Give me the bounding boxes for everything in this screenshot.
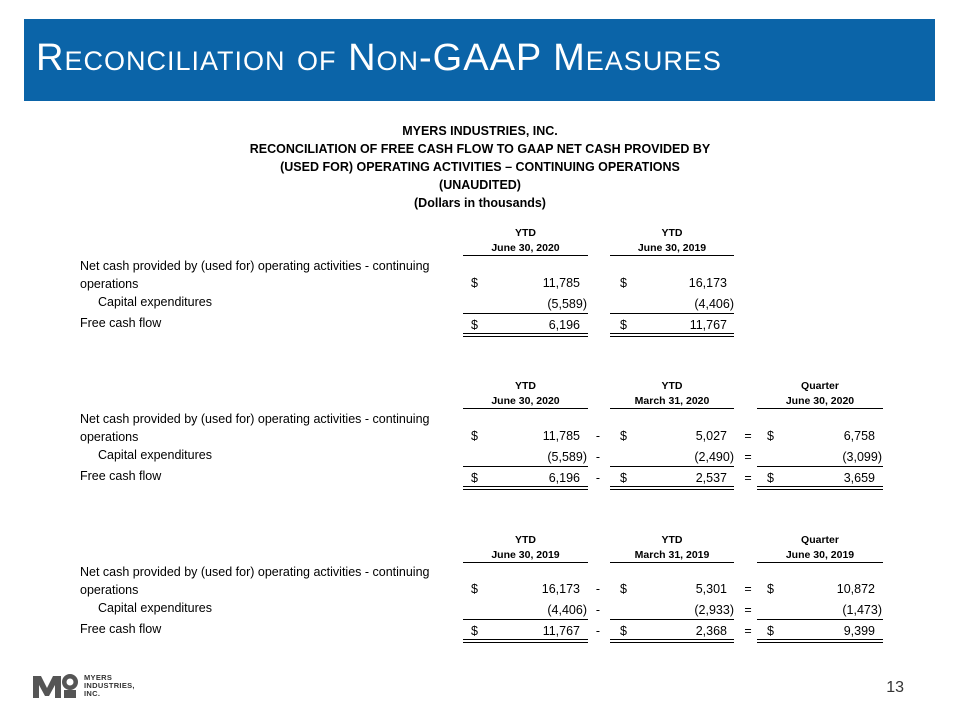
t3-col2-subtotal-line: [610, 619, 734, 620]
t3-col3-subtotal-line: [757, 619, 883, 620]
t3-capex-equals: =: [744, 603, 752, 617]
t3-capex-minus: -: [595, 603, 601, 617]
t3-col1-header-2: June 30, 2019: [491, 549, 560, 561]
t2-col3-total-double-line: [757, 486, 883, 490]
t2-col2-header-1: YTD: [661, 380, 683, 392]
t3-fcf-val-2: 2,368: [695, 624, 727, 638]
t2-capex-minus: -: [595, 450, 601, 464]
logo-wordmark: [84, 674, 135, 698]
t3-col1-header-1: YTD: [515, 534, 536, 546]
t3-fcf-val-1: 11,767: [542, 624, 580, 638]
t3-row-fcf-label: Free cash flow: [80, 622, 162, 636]
t2-net-val-1: 11,785: [542, 429, 580, 443]
t3-col2-header-underline: [610, 562, 734, 563]
t2-fcf-cur-3: $: [767, 471, 774, 485]
page-number: 13: [886, 679, 904, 696]
t3-capex-val-3: (1,473): [842, 603, 882, 617]
t1-fcf-cur-1: $: [471, 318, 478, 332]
t1-col2-subtotal-line: [610, 313, 734, 314]
t3-col2-header-2: March 31, 2019: [634, 549, 710, 561]
t1-col2-header-underline: [610, 255, 734, 256]
t2-col2-subtotal-line: [610, 466, 734, 467]
t2-col1-total-double-line: [463, 486, 588, 490]
t1-row-capex-label: Capital expenditures: [98, 295, 212, 309]
t2-capex-val-1: (5,589): [547, 450, 587, 464]
t2-capex-val-3: (3,099): [842, 450, 882, 464]
t1-col1-subtotal-line: [463, 313, 588, 314]
t1-net-cur-2: $: [620, 276, 627, 290]
t3-capex-val-2: (2,933): [694, 603, 734, 617]
t3-col1-total-double-line: [463, 639, 588, 643]
logo-line-3: INC.: [84, 689, 101, 698]
t1-fcf-cur-2: $: [620, 318, 627, 332]
t1-row-fcf-label: Free cash flow: [80, 316, 162, 330]
t2-col3-header-underline: [757, 408, 883, 409]
t2-col3-subtotal-line: [757, 466, 883, 467]
t2-row-net-label-2: operations: [80, 430, 139, 444]
t1-fcf-val-2: 11,767: [689, 318, 727, 332]
t2-net-minus: -: [595, 429, 601, 443]
t3-fcf-cur-3: $: [767, 624, 774, 638]
t2-col3-header-2: June 30, 2020: [785, 395, 855, 407]
t3-fcf-equals: =: [744, 624, 752, 638]
t3-col3-header-2: June 30, 2019: [785, 549, 855, 561]
t2-row-net-label-1: Net cash provided by (used for) operating activities - continuing: [80, 412, 430, 426]
t2-col2-total-double-line: [610, 486, 734, 490]
t3-row-net-label-2: operations: [80, 583, 139, 597]
t2-fcf-cur-1: $: [471, 471, 478, 485]
t3-col3-header-1: Quarter: [801, 534, 839, 546]
t2-net-cur-1: $: [471, 429, 478, 443]
t2-net-cur-3: $: [767, 429, 774, 443]
t2-fcf-val-1: 6,196: [548, 471, 580, 485]
t3-row-net-label-1: Net cash provided by (used for) operating activities - continuing: [80, 565, 430, 579]
heading-line-2: RECONCILIATION OF FREE CASH FLOW TO GAAP NET CASH PROVIDED BY: [249, 142, 711, 156]
t3-net-cur-3: $: [767, 582, 774, 596]
t1-capex-val-1: (5,589): [547, 297, 587, 311]
t2-col1-subtotal-line: [463, 466, 588, 467]
t2-net-val-3: 6,758: [843, 429, 875, 443]
t2-net-cur-2: $: [620, 429, 627, 443]
t1-col2-header-1: YTD: [661, 227, 683, 239]
t2-col2-header-2: March 31, 2020: [634, 395, 710, 407]
logo-line-2: INDUSTRIES,: [84, 681, 135, 690]
t1-col1-header-2: June 30, 2020: [491, 242, 560, 254]
t2-col1-header-underline: [463, 408, 588, 409]
logo-line-1: MYERS: [84, 673, 113, 682]
t1-net-val-2: 16,173: [688, 276, 727, 290]
t3-col2-header-1: YTD: [661, 534, 683, 546]
t1-fcf-val-1: 6,196: [548, 318, 580, 332]
t2-fcf-minus: -: [595, 471, 601, 485]
t2-col1-header-1: YTD: [515, 380, 536, 392]
report-heading: [0, 122, 960, 212]
t2-col3-header-1: Quarter: [801, 380, 839, 392]
t2-col1-header-2: June 30, 2020: [491, 395, 560, 407]
t3-fcf-cur-2: $: [620, 624, 627, 638]
t2-net-equals: =: [744, 429, 752, 443]
t2-col2-header-underline: [610, 408, 734, 409]
t2-row-capex-label: Capital expenditures: [98, 448, 212, 462]
t2-net-val-2: 5,027: [695, 429, 727, 443]
t3-net-val-3: 10,872: [836, 582, 875, 596]
t3-fcf-minus: -: [595, 624, 601, 638]
heading-unaudited: (UNAUDITED): [439, 178, 521, 192]
t1-col2-total-double-line: [610, 333, 734, 337]
t2-fcf-cur-2: $: [620, 471, 627, 485]
t1-row-net-label-2: operations: [80, 277, 139, 291]
t3-col2-total-double-line: [610, 639, 734, 643]
t2-fcf-val-3: 3,659: [843, 471, 875, 485]
company-logo: [32, 672, 152, 702]
heading-line-3: (USED FOR) OPERATING ACTIVITIES – CONTINUING OPERATIONS: [280, 160, 680, 174]
t1-net-val-1: 11,785: [542, 276, 580, 290]
heading-company: MYERS INDUSTRIES, INC.: [402, 124, 558, 138]
t3-col3-total-double-line: [757, 639, 883, 643]
t1-row-net-label-1: Net cash provided by (used for) operating activities - continuing: [80, 259, 430, 273]
t1-col1-total-double-line: [463, 333, 588, 337]
slide-title: Reconciliation of Non-GAAP Measures: [36, 37, 722, 79]
t2-fcf-val-2: 2,537: [695, 471, 727, 485]
t3-fcf-val-3: 9,399: [843, 624, 875, 638]
t3-net-val-2: 5,301: [695, 582, 727, 596]
t3-fcf-cur-1: $: [471, 624, 478, 638]
t3-net-equals: =: [744, 582, 752, 596]
t2-capex-val-2: (2,490): [694, 450, 734, 464]
t3-row-capex-label: Capital expenditures: [98, 601, 212, 615]
myers-logo-mark-icon: [32, 672, 82, 702]
t3-capex-val-1: (4,406): [547, 603, 587, 617]
t1-col1-header-1: YTD: [515, 227, 536, 239]
t1-col1-header-underline: [463, 255, 588, 256]
t2-fcf-equals: =: [744, 471, 752, 485]
t3-net-minus: -: [595, 582, 601, 596]
t3-net-cur-1: $: [471, 582, 478, 596]
t3-net-cur-2: $: [620, 582, 627, 596]
t1-net-cur-1: $: [471, 276, 478, 290]
t3-col1-header-underline: [463, 562, 588, 563]
t3-net-val-1: 16,173: [541, 582, 580, 596]
heading-units: (Dollars in thousands): [414, 196, 546, 210]
t3-col3-header-underline: [757, 562, 883, 563]
t3-col1-subtotal-line: [463, 619, 588, 620]
t1-capex-val-2: (4,406): [694, 297, 734, 311]
t1-col2-header-2: June 30, 2019: [637, 242, 707, 254]
t2-row-fcf-label: Free cash flow: [80, 469, 162, 483]
t2-capex-equals: =: [744, 450, 752, 464]
title-banner: [24, 19, 935, 101]
